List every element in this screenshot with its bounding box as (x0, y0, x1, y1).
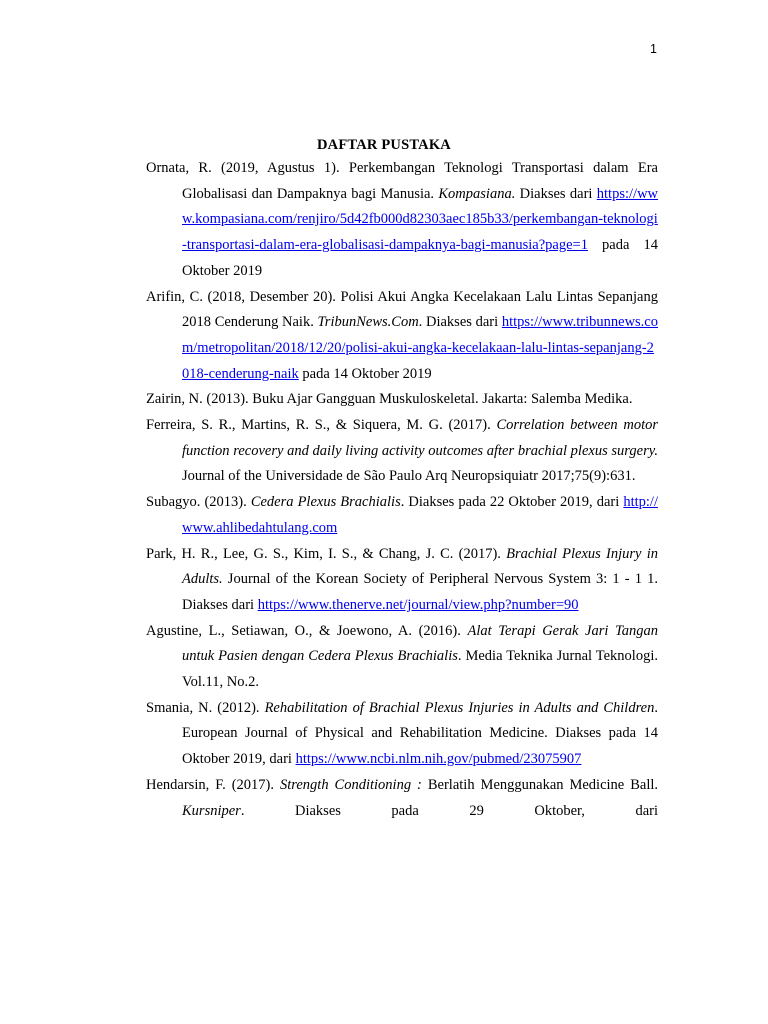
reference-list (146, 156, 658, 824)
page-number: 1 (650, 42, 657, 56)
reference-entry: Park, H. R., Lee, G. S., Kim, I. S., & Chang, J. C. (2017). Brachial Plexus Injury in Adults. Journal of the Korean Society of Peripheral Nervous System 3: 1 - 1 1. Diakses dari https://www.thenerve.net/journal/view.php?number=90 (146, 545, 659, 613)
reference-link[interactable]: http://www.ahlibedahtulang.com (182, 494, 658, 536)
reference-link[interactable]: https://www.ncbi.nlm.nih.gov/pubmed/23075907 (295, 751, 582, 768)
reference-link[interactable]: https://www.kompasiana.com/renjiro/5d42fb000d82303aec185b33/perkembangan-teknologi-transportasi-dalam-era-globalisasi-dampaknya-bagi-manusia?page=1 (182, 185, 659, 254)
reference-link[interactable]: https://www.tribunnews.com/metropolitan/2018/12/20/polisi-akui-angka-kecelakaan-lalu-lintas-sepanjang-2018-cenderung-naik (182, 314, 658, 382)
reference-entry: Arifin, C. (2018, Desember 20). Polisi Akui Angka Kecelakaan Lalu Lintas Sepanjang 2018 Cenderung Naik. TribunNews.Com. Diakses dari https://www.tribunnews.com/metropolitan/2018/12/20/polisi-akui-angka-kecelakaan-lalu-lintas-sepanjang-2018-cenderung-naik pada 14 Oktober 2019 (146, 288, 658, 382)
reference-entry: Zairin, N. (2013). Buku Ajar Gangguan Muskuloskeletal. Jakarta: Salemba Medika. (146, 391, 633, 408)
reference-entry: Agustine, L., Setiawan, O., & Joewono, A. (2016). Alat Terapi Gerak Jari Tangan untuk Pasien dengan Cedera Plexus Brachialis. Media Teknika Jurnal Teknologi. Vol.11, No.2. (146, 622, 658, 691)
reference-entry: Smania, N. (2012). Rehabilitation of Brachial Plexus Injuries in Adults and Children. European Journal of Physical and Rehabilitation Medicine. Diakses pada 14 Oktober 2019, dari https://www.ncbi.nlm.nih.gov/pubmed/23075907 (146, 699, 658, 768)
reference-entry: Ornata, R. (2019, Agustus 1). Perkembangan Teknologi Transportasi dalam Era Globalisasi dan Dampaknya bagi Manusia. Kompasiana. Diakses dari https://www.kompasiana.com/renjiro/5d42fb000d82303aec185b33/perkembangan-teknologi-transportasi-dalam-era-globalisasi-dampaknya-bagi-manusia?page=1 pada 14 Oktober 2019 (146, 160, 659, 279)
reference-entry: Ferreira, S. R., Martins, R. S., & Siquera, M. G. (2017). Correlation between motor function recovery and daily living activity outcomes after brachial plexus surgery. Journal of the Universidade de São Paulo Arq Neuropsiquiatr 2017;75(9):631. (146, 417, 658, 485)
reference-link[interactable]: https://www.thenerve.net/journal/view.php?number=90 (257, 596, 579, 613)
reference-entry: Hendarsin, F. (2017). Strength Conditioning : Berlatih Menggunakan Medicine Ball. Kursniper. Diakses pada 29 Oktober, dari (146, 776, 658, 819)
page-title: DAFTAR PUSTAKA (317, 137, 451, 153)
reference-entry: Subagyo. (2013). Cedera Plexus Brachialis. Diakses pada 22 Oktober 2019, dari http://www.ahlibedahtulang.com (146, 494, 658, 536)
